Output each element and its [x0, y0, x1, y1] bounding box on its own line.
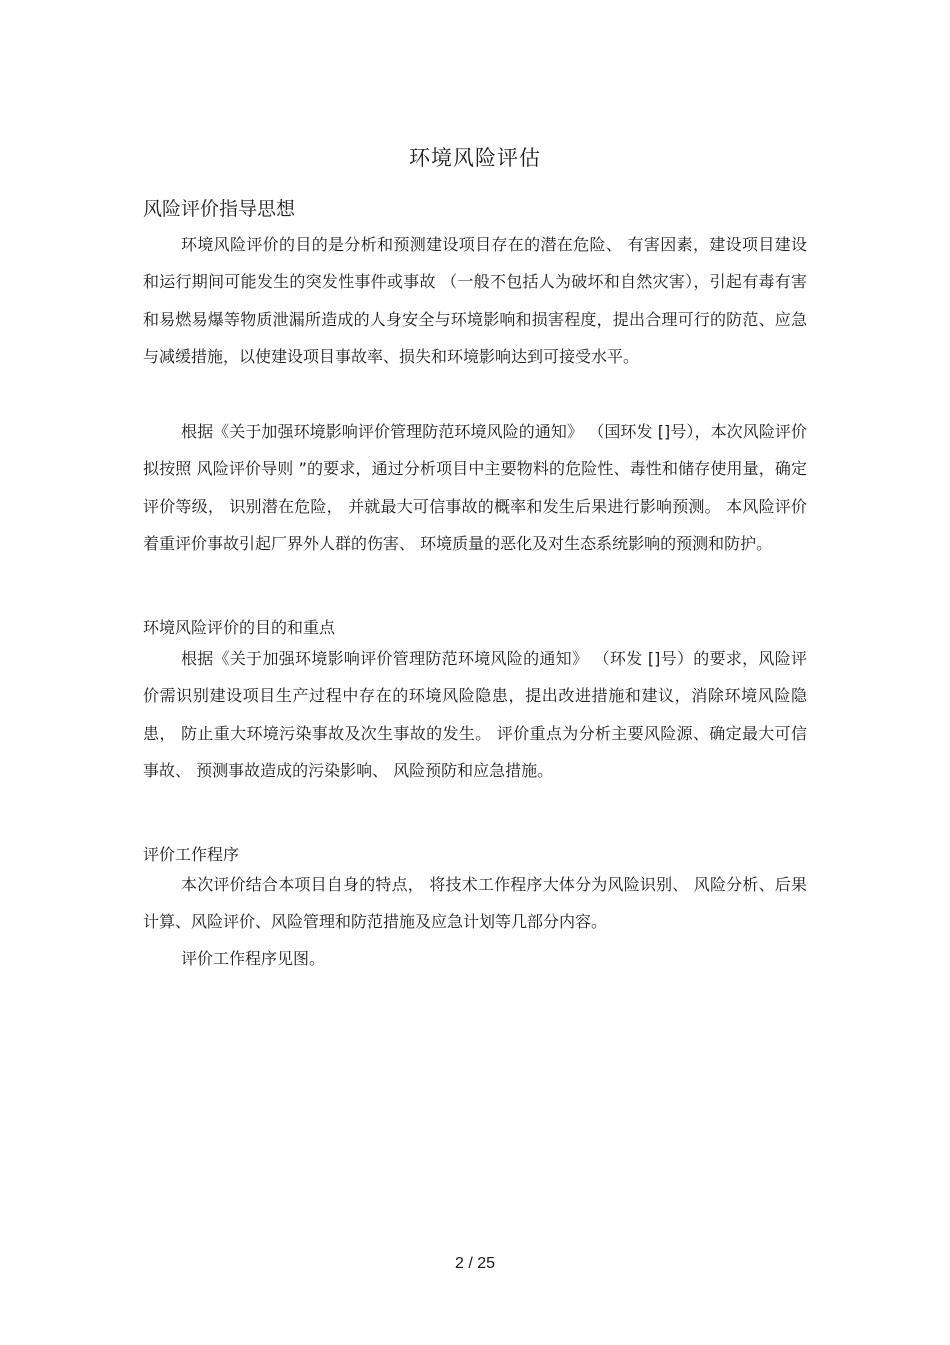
- paragraph-basis: 根据《关于加强环境影响评价管理防范环境风险的通知》 （国环发 []号），本次风险评价拟按照 风险评价导则 ”的要求，通过分析项目中主要物料的危险性、毒性和储存使用量，确定评价等级， 识别潜在危险， 并就最大可信事故的概率和发生后果进行影响预测。 本风险评价着重评价事故引起厂界外人群的伤害、 环境质量的恶化及对生态系统影响的预测和防护。: [143, 422, 807, 553]
- paragraph-purpose: 环境风险评价的目的是分析和预测建设项目存在的潜在危险、 有害因素，建设项目建设和运行期间可能发生的突发性事件或事故 （一般不包括人为破坏和自然灾害），引起有毒有害和易燃易爆等物质泄漏所造成的人身安全与环境影响和损害程度，提出合理可行的防范、应急与减缓措施，以使建设项目事故率、损失和环境影响达到可接受水平。: [143, 235, 807, 366]
- paragraph-procedure-figure: 评价工作程序见图。: [181, 949, 326, 968]
- page-number: 2 / 25: [454, 1255, 496, 1272]
- paragraph-focus: 根据《关于加强环境影响评价管理防范环境风险的通知》 （环发 []号）的要求，风险评价需识别建设项目生产过程中存在的环境风险隐患，提出改进措施和建议，消除环境风险隐患， 防止重大环境污染事故及次生事故的发生。 评价重点为分析主要风险源、确定最大可信事故、 预测事故造成的污染影响、 风险预防和应急措施。: [143, 649, 807, 780]
- section-heading-purpose-focus: 环境风险评价的目的和重点: [143, 618, 336, 637]
- document-title: 环境风险评估: [409, 146, 541, 170]
- paragraph-procedure: 本次评价结合本项目自身的特点， 将技术工作程序大体分为风险识别、 风险分析、后果计算、风险评价、风险管理和防范措施及应急计划等几部分内容。: [143, 875, 807, 932]
- section-heading-guiding-principle: 风险评价指导思想: [143, 198, 296, 220]
- section-heading-procedure: 评价工作程序: [143, 845, 240, 864]
